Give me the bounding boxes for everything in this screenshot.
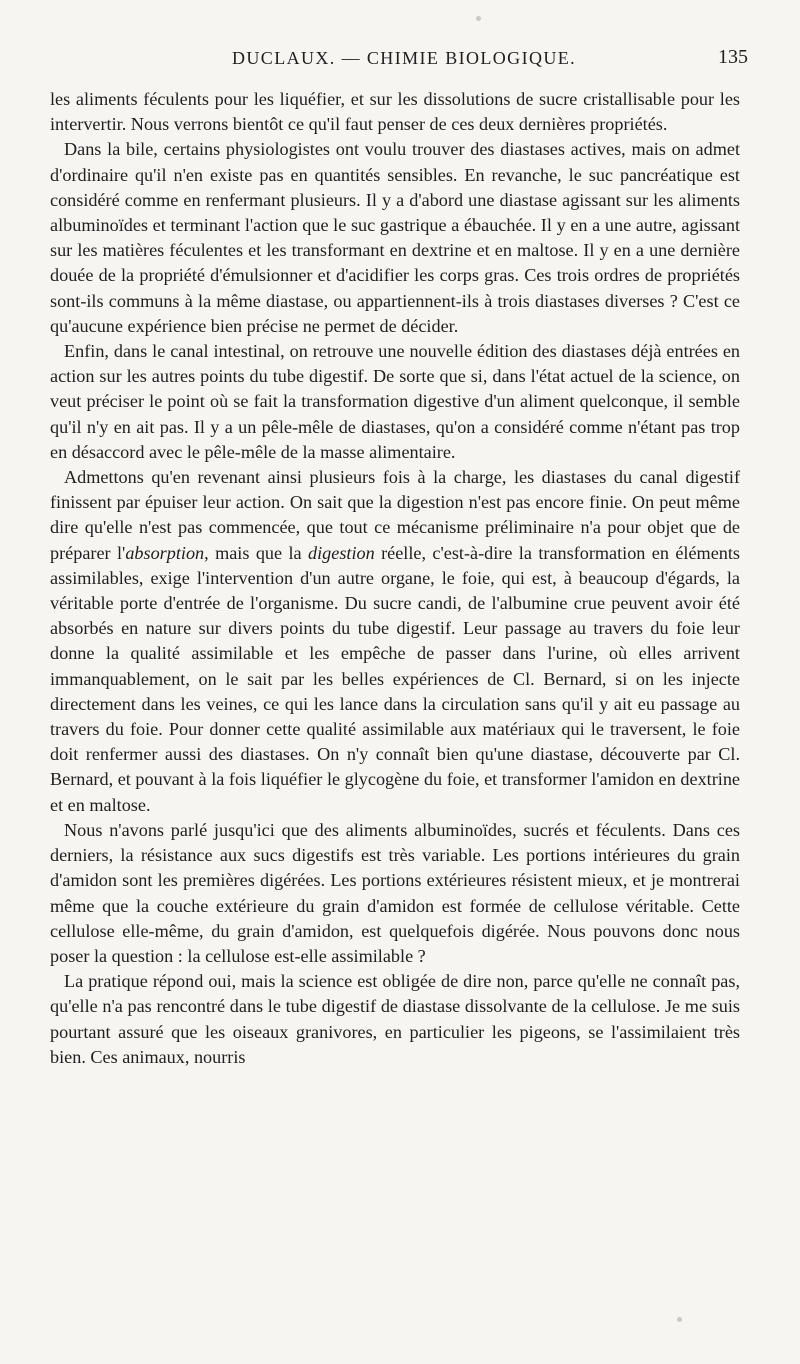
body-text: [50, 87, 740, 1070]
paragraph-6: La pratique répond oui, mais la science est obligée de dire non, parce qu'elle ne connaît pas, qu'elle n'a pas rencontré dans le tube digestif de diastase dissolvante de la cellulose. Je me suis pourtant assuré que les oiseaux granivores, en particulier les pigeons, se l'assimilaient très bien. Ces animaux, nourris: [50, 971, 740, 1067]
page-number: 135: [718, 46, 748, 68]
paragraph-4-part-1: Admettons qu'en revenant ainsi plusieurs fois à la charge, les diastases du canal digestif finissent par épuiser leur action. On sait que la digestion n'est pas encore finie. On peut même dire qu'elle n'est pas commencée, que tout ce mécanisme préliminaire n'a pour objet que de préparer l': [50, 467, 740, 563]
digestion-term: digestion: [308, 542, 375, 563]
ink-dot: [677, 1317, 682, 1322]
paragraph-3: Enfin, dans le canal intestinal, on retrouve une nouvelle édition des diastases déjà entrées en action sur les autres points du tube digestif. De sorte que si, dans l'état actuel de la science, on veut préciser le point où se fait la transformation digestive d'un aliment quelconque, il semble qu'il n'y en ait pas. Il y a un pêle-mêle de diastases, qu'on a considéré comme n'étant pas trop en désaccord avec le pêle-mêle de la masse alimentaire.: [50, 341, 740, 462]
paragraph-2: Dans la bile, certains physiologistes ont voulu trouver des diastases actives, mais on admet d'ordinaire qu'il n'en existe pas en quantités sensibles. En revanche, le suc pancréatique est considéré comme en renfermant plusieurs. Il y a d'abord une diastase agissant sur les aliments albuminoïdes et terminant l'action que le suc gastrique a ébauchée. Il y en a une autre, agissant sur les matières féculentes et les transformant en dextrine et en maltose. Il y en a une dernière douée de la propriété d'émulsionner et d'acidifier les corps gras. Ces trois ordres de propriétés sont-ils communs à la même diastase, ou appartiennent-ils à trois diastases diverses ? C'est ce qu'aucune expérience bien précise ne permet de décider.: [50, 139, 740, 336]
paragraph-4-part-2: , mais que la: [204, 542, 308, 563]
paragraph-4: [50, 465, 740, 818]
paragraph-1: les aliments féculents pour les liquéfier, et sur les dissolutions de sucre cristallisable pour les intervertir. Nous verrons bientôt ce qu'il faut penser de ces deux dernières propriétés.: [50, 89, 740, 135]
paragraph-4-part-3: réelle, c'est-à-dire la transformation en éléments assimilables, exige l'intervention d'un autre organe, le foie, qui est, à beaucoup d'égards, la véritable porte d'entrée de l'organisme. Du sucre candi, de l'albumine crue peuvent avoir été absorbés en nature sur divers points du tube digestif. Leur passage au travers du foie leur donne la qualité assimilable et les empêche de passer dans l'urine, où elles arrivent immanquablement, on le sait par les belles expériences de Cl. Bernard, si on les injecte directement dans les veines, ce qui les lance dans la circulation sans qu'il y ait eu passage au travers du foie. Pour donner cette qualité assimilable aux matériaux qui le traversent, le foie doit renfermer aussi des diastases. On n'y connaît bien qu'une diastase, découverte par Cl. Bernard, et pouvant à la fois liquéfier le glycogène du foie, et transformer l'amidon en dextrine et en maltose.: [50, 542, 740, 815]
paragraph-5: Nous n'avons parlé jusqu'ici que des aliments albuminoïdes, sucrés et féculents. Dans ces derniers, la résistance aux sucs digestifs est très variable. Les portions intérieures du grain d'amidon sont les premières digérées. Les portions extérieures résistent mieux, et je montrerai même que la couche extérieure du grain d'amidon est formée de cellulose véritable. Cette cellulose elle-même, du grain d'amidon, est quelquefois digérée. Nous pouvons donc nous poser la question : la cellulose est-elle assimilable ?: [50, 819, 740, 966]
page-header: [50, 46, 748, 76]
ink-dot: [476, 16, 481, 21]
absorption-term: absorption: [125, 542, 205, 563]
running-title: DUCLAUX. — CHIMIE BIOLOGIQUE.: [232, 48, 577, 68]
